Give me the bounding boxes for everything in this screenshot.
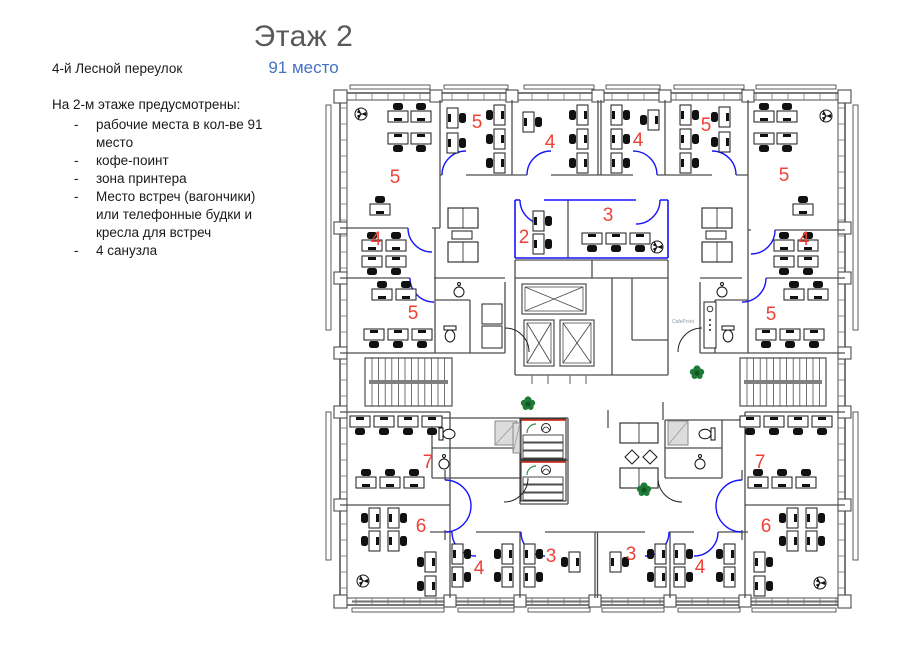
bullet-dash: - [74,152,79,168]
fan-symbol-icon [651,241,663,253]
sink-icon [695,455,705,470]
workstation-desk [754,552,773,572]
workstation-desk [611,129,630,149]
feature-item [52,242,287,260]
workstation-desk [494,567,513,587]
room-numbers-layer [371,112,810,579]
workstation-desk [524,544,543,564]
room-workplace-count: 5 [471,112,483,133]
feature-item [52,170,287,188]
workstation-desk [804,329,824,348]
workstation-desk [388,103,408,122]
workstation-desk [524,567,543,587]
features-list [52,116,287,260]
workstation-desk [398,416,418,435]
workstation-desk [772,469,792,488]
room-workplace-count: 2 [518,227,530,248]
room-workplace-count: 6 [760,516,772,537]
workstation-desk [486,105,505,125]
feature-item [52,116,287,152]
page-title [0,20,907,54]
workstation-desk [388,329,408,348]
workstation-desk [754,103,774,122]
workstation-desk [764,416,784,435]
stairs-layer [365,358,826,406]
workstation-desk [411,133,431,152]
workstation-desk [533,234,552,254]
workstation-desk [494,544,513,564]
room-workplace-count: 3 [602,205,614,226]
door-arc [716,506,742,532]
fan-symbol-icon [820,110,832,122]
workstation-desk [388,531,407,551]
workstation-desk [754,133,774,152]
door-arc [742,278,766,302]
toilet-icon [722,326,734,342]
workstation-desk [806,508,825,528]
elevator-core-layer [515,260,668,384]
room-workplace-count: 4 [544,132,556,153]
workstation-desk [396,281,416,300]
room-workplace-count: 6 [415,516,427,537]
room-workplace-count: 3 [545,546,557,567]
workstation-desk [784,281,804,300]
workstation-desk [779,531,798,551]
sink-icon [439,455,449,470]
room-workplace-count: 5 [389,167,401,188]
workstation-desk [680,105,699,125]
workstation-desk [417,576,436,596]
page-subtitle-text: 91 место [268,58,339,77]
workstation-desk [798,256,818,275]
workstation-desk [486,153,505,173]
workstation-desk [711,132,730,152]
room-workplace-count: 4 [473,558,485,579]
workstation-desk [569,153,588,173]
room-workplace-count: 5 [778,165,790,186]
room-workplace-count: 4 [370,229,382,250]
workstation-desk [774,232,794,251]
workstation-desk [674,544,693,564]
workstation-desk [380,469,400,488]
door-arc [751,230,775,254]
workstation-desk [386,256,406,275]
workstation-desk [606,233,626,252]
workstation-desk [716,544,735,564]
workstation-desk [404,469,424,488]
workstation-desk [808,281,828,300]
door-arc [408,228,432,252]
workstation-desk [356,469,376,488]
workstation-desk [788,416,808,435]
workstation-desk [647,544,666,564]
workstation-desk [780,329,800,348]
workstation-desk [754,576,773,596]
door-arc [712,151,736,175]
workstation-desk [411,103,431,122]
workstation-desk [774,256,794,275]
workstation-desk [533,211,552,231]
plant-icon [521,396,535,410]
workstation-desk [740,416,760,435]
bullet-dash: - [74,188,79,204]
room-workplace-count: 7 [754,452,766,473]
door-arc [505,328,529,352]
workstation-desk [417,552,436,572]
workstation-desk [412,329,432,348]
door-arc [527,151,551,175]
sink-icon [454,283,464,298]
workstation-desk [447,108,466,128]
fan-symbol-icon [355,108,367,120]
feature-text: зона принтера [96,170,187,186]
workstation-desk [569,129,588,149]
walls-layer [334,90,851,608]
features-intro: На 2-м этаже предусмотрены: [52,96,241,112]
door-arc [636,200,660,224]
room-workplace-count: 4 [798,229,810,250]
room-workplace-count: 5 [765,304,777,325]
fan-symbol-icon [814,577,826,589]
room-workplace-count: 3 [625,544,637,565]
workstation-desk [569,105,588,125]
plant-icon [690,365,704,379]
workstation-desk [806,531,825,551]
room-workplace-count: 4 [632,130,644,151]
left-panel [52,60,287,260]
door-arc [445,506,471,532]
workstation-desk [582,233,602,252]
workstation-desk [362,256,382,275]
door-arc [442,151,466,175]
floor-plan [320,80,907,620]
room-workplace-count: 5 [700,115,712,136]
workstation-desk [716,567,735,587]
door-arc [633,151,657,175]
workstation-desk [447,133,466,153]
workstation-desk [523,112,542,132]
workstation-desk [680,129,699,149]
feature-text: 4 санузла [96,242,158,258]
door-arc [716,480,742,506]
page-title-text: Этаж 2 [253,20,354,53]
bullet-dash: - [74,170,79,186]
workstation-desk [561,552,580,572]
furniture-layer [439,208,734,501]
toilet-icon [444,326,456,342]
door-arc [694,532,718,556]
workstation-desk [812,416,832,435]
street-address: 4-й Лесной переулок [52,61,183,76]
workstation-desk [486,129,505,149]
workstation-desk [364,329,384,348]
room-workplace-count: 5 [407,303,419,324]
feature-text: кофе-поинт [96,152,169,168]
workstation-desk [350,416,370,435]
cafepoint-label: CafePoint [672,319,694,325]
workstation-desk [388,133,408,152]
feature-text: Место встреч (вагончики) или телефонные будки и кресла для встреч [96,188,256,240]
workstation-desk [611,153,630,173]
workstation-desk [711,107,730,127]
feature-text: рабочие места в кол-ве 91 место [96,116,263,150]
bullet-dash: - [74,116,79,132]
workstation-desk [388,508,407,528]
workstation-desk [777,103,797,122]
bullet-dash: - [74,242,79,258]
fan-symbol-icon [357,575,369,587]
workstation-desk [779,508,798,528]
workstation-desk [611,105,630,125]
workstation-desk [361,508,380,528]
workstation-desk [361,531,380,551]
toilet-icon [699,428,715,440]
workstation-desk [777,133,797,152]
workstation-desk [640,110,659,130]
workstation-desk [372,281,392,300]
feature-item [52,188,287,242]
workstation-desk [756,329,776,348]
feature-item [52,152,287,170]
door-arc [658,478,682,502]
workstation-desk [647,567,666,587]
room-workplace-count: 7 [422,452,434,473]
workstation-desk [452,567,471,587]
door-arc [445,480,471,506]
workstation-desk [630,233,650,252]
sink-icon [717,283,727,298]
workstation-desk [680,153,699,173]
workstation-desk [374,416,394,435]
workstation-desk [793,196,813,215]
workstation-desk [452,544,471,564]
toilet-icon [439,428,455,440]
workstation-desk [796,469,816,488]
room-workplace-count: 4 [694,557,706,578]
workstation-desk [674,567,693,587]
workstation-desk [370,196,390,215]
door-arc [678,328,702,352]
workstation-desk [386,232,406,251]
